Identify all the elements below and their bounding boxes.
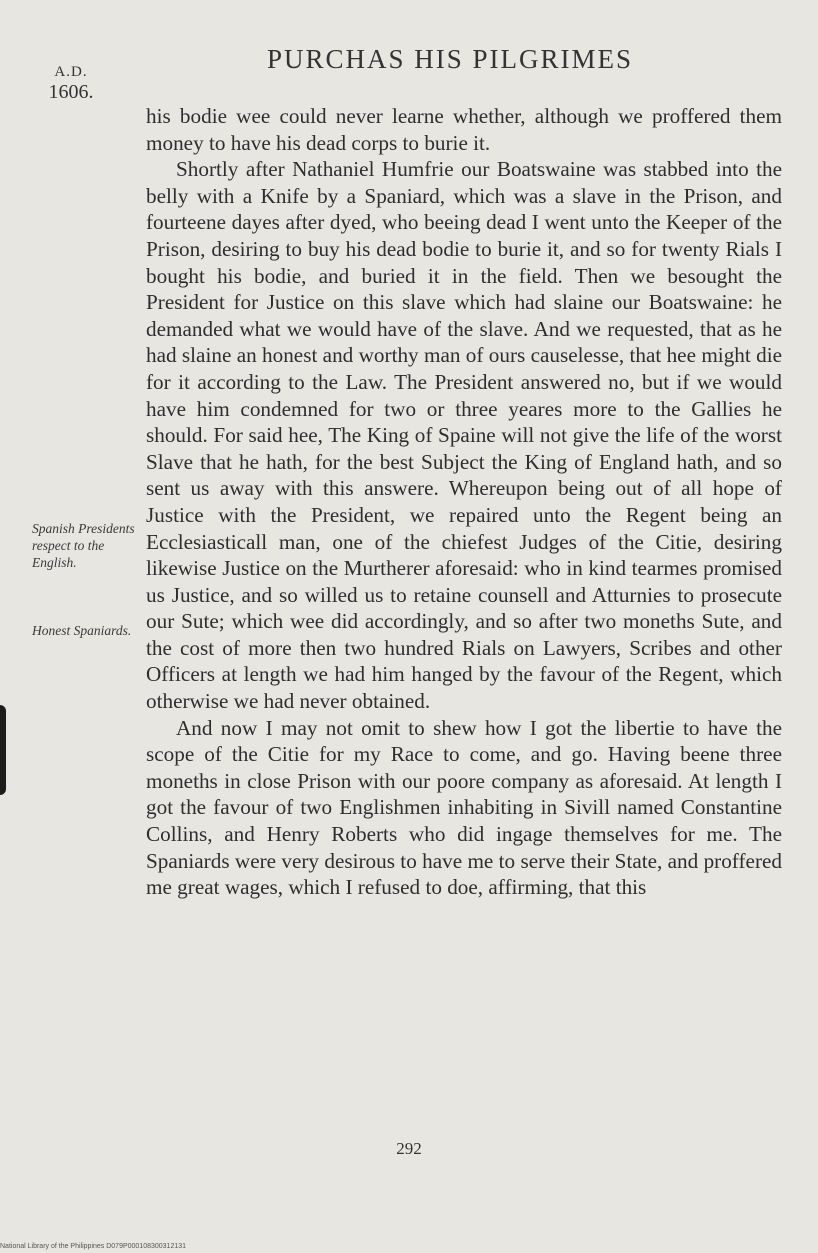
margin-note-spaniards: Honest Spaniards. <box>32 623 132 638</box>
year-value: 1606. <box>48 81 94 103</box>
body-text <box>146 103 782 901</box>
archive-footer: National Library of the Philippines D079P000108300312131 <box>0 1243 187 1250</box>
year-label: A.D. <box>54 64 88 80</box>
page-edge-shadow <box>0 705 6 795</box>
margin-note-presidents: Spanish Presidents respect to the English. <box>32 521 135 570</box>
paragraph: Shortly after Nathaniel Humfrie our Boatswaine was stabbed into the belly with a Knife by a Spaniard, which was a slave in the Prison, and fourteene dayes after dyed, who beeing dead I went unto the Keeper of the Prison, desiring to buy his dead bodie to burie it, and so for twenty Rials I bought his bodie, and buried it in the field. Then we besought the President for Justice on this slave which had slaine our Boatswaine: he demanded what we would have of the slave. And we requested, that as he had slaine an honest and worthy man of ours causelesse, that hee might die for it according to the Law. The President answered no, but if we would have him condemned for two or three yeares more to the Gallies he should. For said hee, The King of Spaine will not give the life of the worst Slave that he hath, for the best Subject the King of England hath, and so sent us away with this answere. Whereupon being out of all hope of Justice with the President, we repaired unto the Regent being an Ecclesiasticall man, one of the chiefest Judges of the Citie, desiring likewise Justice on the Murtherer aforesaid: who in kind tearmes promised us Justice, and so willed us to retaine counsell and Atturnies to prosecute our Sute; which wee did accordingly, and so after two moneths Sute, and the cost of more then two hundred Rials on Lawyers, Scribes and other Officers at length we had him hanged by the favour of the Regent, which otherwise we had never obtained. <box>146 157 782 714</box>
paragraph: his bodie wee could never learne whether, although we proffered them money to have his dead corps to burie it. <box>146 104 782 155</box>
year-marker <box>36 62 106 102</box>
paragraph: And now I may not omit to shew how I got the libertie to have the scope of the Citie for my Race to come, and go. Having beene three moneths in close Prison with our poore company as aforesaid. At length I got the favour of two Englishmen inhabiting in Sivill named Constantine Collins, and Henry Roberts who did ingage themselves for me. The Spaniards were very desirous to have me to serve their State, and proffered me great wages, which I refused to doe, affirming, that this <box>146 715 782 900</box>
page-number: 292 <box>396 1139 422 1158</box>
running-title: PURCHAS HIS PILGRIMES <box>266 44 634 74</box>
